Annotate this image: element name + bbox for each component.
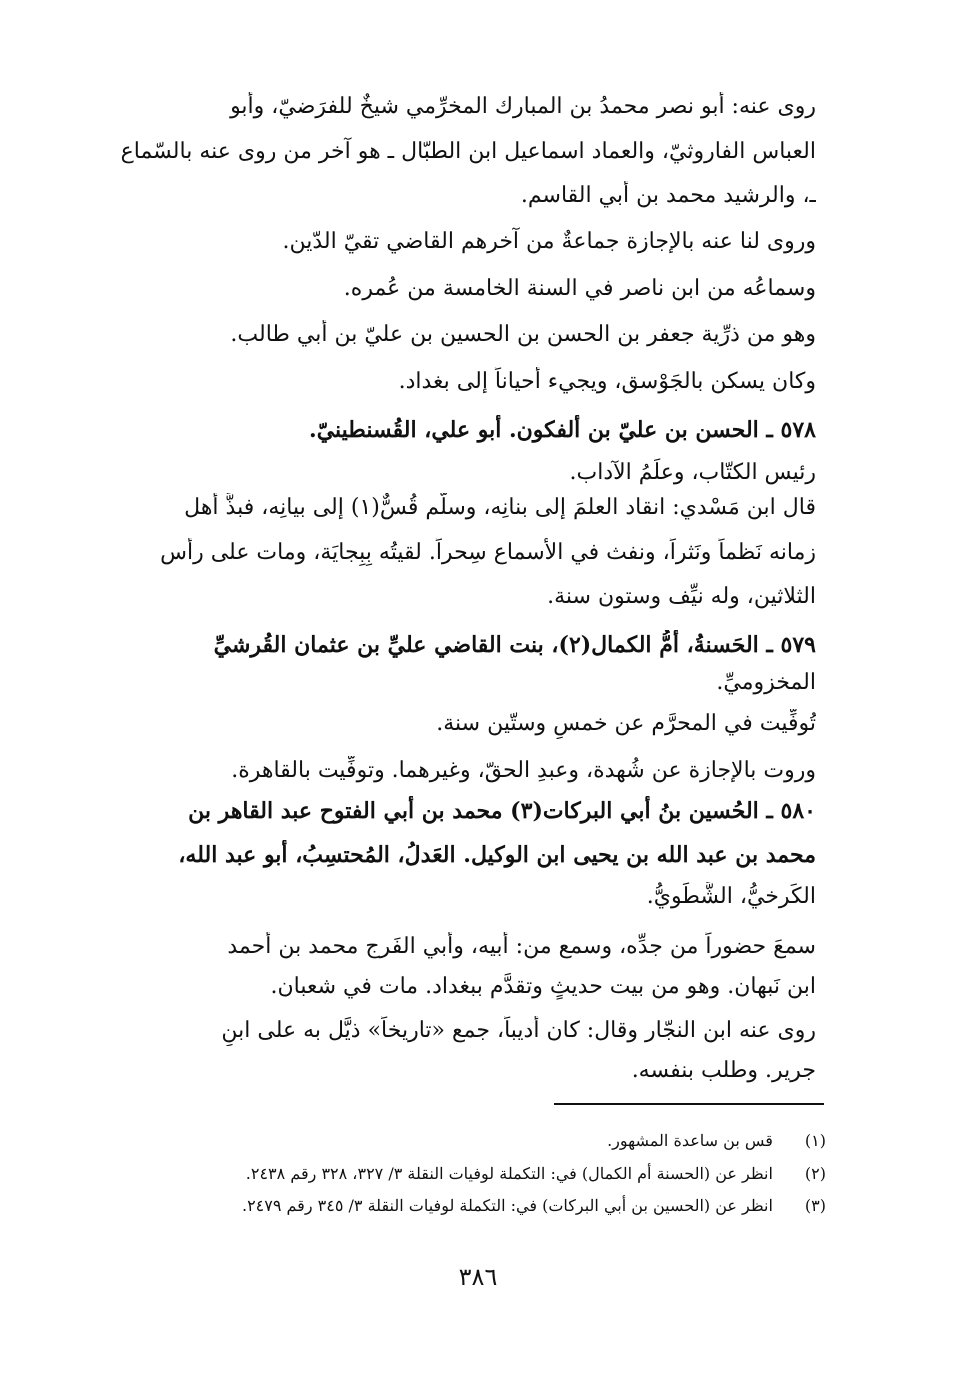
footnote-number: (١) — [804, 1131, 826, 1150]
text-line: ابن نَبهان. وهو من بيت حديثٍ وتقدَّم ببغداد. مات في شعبان. — [270, 974, 816, 999]
text-line: وسماعُه من ابن ناصر في السنة الخامسة من عُمره. — [343, 276, 816, 301]
text-line: وروى لنا عنه بالإجازة جماعةٌ من آخرهم القاضي تقيّ الدّين. — [282, 229, 816, 254]
footnote-text: قس بن ساعدة المشهور. — [607, 1131, 773, 1150]
text-line: وهو من ذرِّية جعفر بن الحسن بن الحسين بن عليّ بن أبي طالب. — [230, 322, 816, 347]
footnote — [106, 1130, 826, 1152]
entry-heading-578: ٥٧٨ ـ الحسن بن عليّ بن ألفكون. أبو علي، القُسنطينيّ. — [309, 417, 816, 443]
text-line: وكان يسكن بالجَوْسق، ويجيء أحياناً إلى بغداد. — [398, 369, 816, 394]
text-line: تُوفِّيت في المحرَّم عن خمسٍ وستّين سنة. — [436, 711, 816, 736]
text-line: جرير. وطلب بنفسه. — [631, 1058, 816, 1083]
text-line: روى عنه ابن النجّار وقال: كان أديباً، جمع «تاريخاً» ذيَّل به على ابنِ — [221, 1018, 816, 1043]
text-line: زمانه نَظماً ونَثراً، ونفث في الأسماع سِحراً. لقيتُه بِبِجايَة، ومات على رأس — [160, 540, 816, 565]
text-line: سمعَ حضوراً من جدِّه، وسمع من: أبيه، وأبي الفَرج محمد بن أحمد — [227, 934, 816, 959]
text-line: ـ، والرشيد محمد بن أبي القاسم. — [520, 183, 816, 208]
text-line: روى عنه: أبو نصر محمدُ بن المبارك المخرِّمي شيخٌ للفرَضيّ، وأبو — [230, 94, 816, 119]
footnote-text: انظر عن (الحسين بن أبي البركات) في: التكملة لوفيات النقلة ٣/ ٣٤٥ رقم ٢٤٧٩. — [241, 1196, 773, 1215]
entry-heading-580-cont: محمد بن عبد الله بن يحيى ابن الوكيل. العَدلُ، المُحتسِبُ، أبو عبد الله، — [178, 842, 816, 868]
entry-heading-580: ٥٨٠ ـ الحُسين بنُ أبي البركات(٣) محمد بن أبي الفتوح عبد القاهر بن — [188, 798, 816, 824]
footnote-text: انظر عن (الحسنة أم الكمال) في: التكملة لوفيات النقلة ٣/ ٣٢٧، ٣٢٨ رقم ٢٤٣٨. — [245, 1164, 773, 1183]
text-line: المخزوميِّ. — [716, 670, 816, 695]
text-line: قال ابن مَسْدي: انقاد العلمَ إلى بنانِه، وسلّم قُسٌّ(١) إلى بيانِه، فبذَّ أهل — [184, 495, 816, 520]
text-line: الثلاثين، وله نيِّف وستون سنة. — [547, 584, 816, 609]
footnote — [106, 1163, 826, 1185]
page-number: ٣٨٦ — [458, 1263, 498, 1291]
footnote — [106, 1195, 826, 1217]
text-line: رئيس الكتّاب، وعلَمُ الآداب. — [569, 460, 816, 485]
footnote-number: (٢) — [804, 1164, 826, 1183]
text-line: العباس الفاروثيّ، والعماد اسماعيل ابن الطبّال ـ هو آخر من روى عنه بالسّماع — [120, 139, 816, 164]
text-line: الكَرخيُّ، الشَّطَويُّ. — [646, 884, 816, 909]
footnote-number: (٣) — [804, 1196, 826, 1215]
entry-heading-579: ٥٧٩ ـ الحَسنةُ، أمُّ الكمال(٢)، بنت القاضي عليِّ بن عثمان القُرشيِّ — [213, 632, 816, 658]
footnote-separator — [554, 1103, 824, 1105]
text-line: وروت بالإجازة عن شُهدة، وعبدِ الحقّ، وغيرهما. وتوفِّيت بالقاهرة. — [231, 758, 816, 783]
